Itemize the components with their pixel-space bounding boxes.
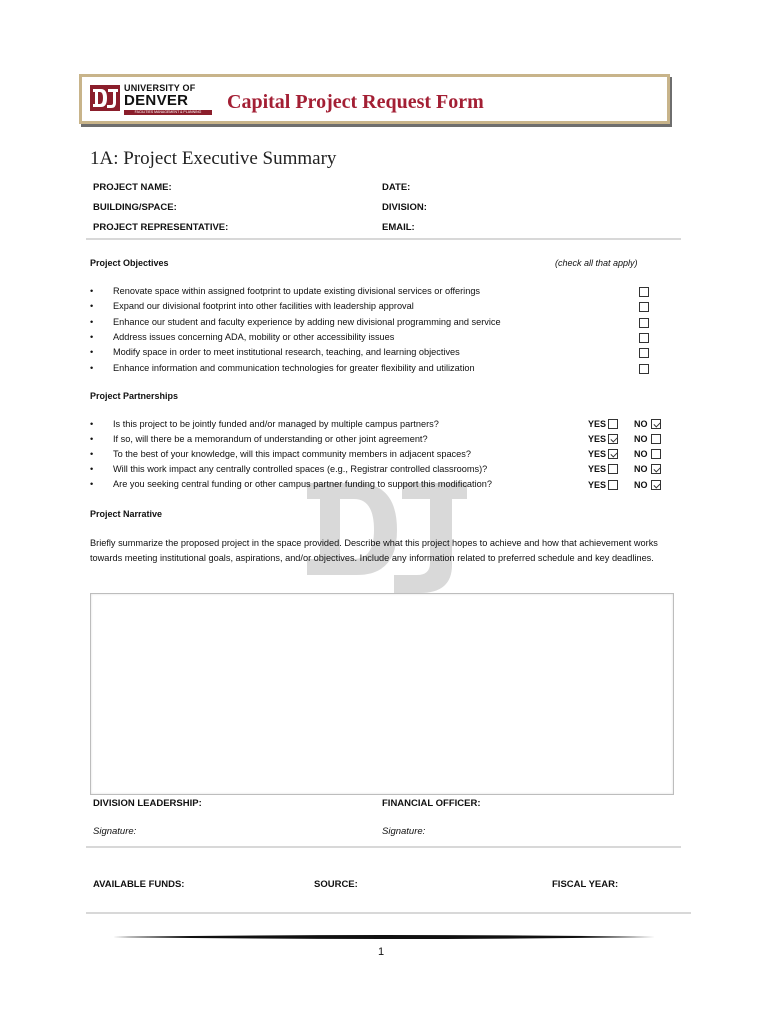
objective-checkbox[interactable] xyxy=(639,318,649,328)
check-all-hint: (check all that apply) xyxy=(555,258,638,268)
available-funds-label: AVAILABLE FUNDS: xyxy=(93,879,185,890)
form-title: Capital Project Request Form xyxy=(227,91,484,113)
no-label: NO xyxy=(634,480,648,490)
email-label: EMAIL: xyxy=(382,222,415,233)
narrative-heading: Project Narrative xyxy=(90,509,163,519)
objectives-heading: Project Objectives xyxy=(90,258,169,268)
narrative-instructions: Briefly summarize the proposed project in the space provided. Describe what this project hopes to achieve and how that achievement works towards meeting institutional goals, aspirations, and/or objectives. Include any information related to preferred schedule and key deadlines. xyxy=(90,538,658,563)
divider xyxy=(86,912,691,914)
partnerships-list: • Is this project to be jointly funded and/or managed by multiple campus partners? • If so, will there be a memorandum of understanding or other joint agreement? • To the best of your knowledge, will this impact community members in adjacent spaces? • Will this work impact any centrally controlled spaces (e.g., Registrar controlled classrooms)? • Are you seeking central funding or other campus partner funding to support this modification? xyxy=(90,419,492,489)
division-signature-field[interactable]: Signature: xyxy=(93,826,137,837)
page-number: 1 xyxy=(378,946,385,958)
no-label: NO xyxy=(634,464,648,474)
date-label: DATE: xyxy=(382,182,411,193)
objective-checkbox[interactable] xyxy=(639,287,649,297)
narrative-textbox[interactable] xyxy=(90,593,674,795)
logo-tagline: FACILITIES MANAGEMENT & PLANNING xyxy=(124,110,212,115)
no-checkbox[interactable] xyxy=(651,480,661,490)
objective-checkbox[interactable] xyxy=(639,364,649,374)
yes-label: YES xyxy=(588,480,607,490)
fiscal-year-label: FISCAL YEAR: xyxy=(552,879,619,890)
division-label: DIVISION: xyxy=(382,202,427,213)
yes-checkbox[interactable] xyxy=(608,419,618,429)
objective-checkbox[interactable] xyxy=(639,302,649,312)
no-checkbox[interactable] xyxy=(651,449,661,459)
section-title: 1A: Project Executive Summary xyxy=(90,148,337,169)
no-label: NO xyxy=(634,419,648,429)
division-leadership-label: DIVISION LEADERSHIP: xyxy=(93,798,202,809)
yes-checkbox[interactable] xyxy=(608,434,618,444)
divider xyxy=(86,238,681,240)
footer-rule xyxy=(113,933,655,941)
project-rep-label: PROJECT REPRESENTATIVE: xyxy=(93,222,229,233)
yes-checkbox[interactable] xyxy=(608,480,618,490)
yes-label: YES xyxy=(588,464,607,474)
du-logo-icon xyxy=(90,85,120,111)
financial-officer-label: FINANCIAL OFFICER: xyxy=(382,798,481,809)
logo-denver-text: DENVER xyxy=(124,92,189,109)
objectives-list: • Renovate space within assigned footprint to update existing divisional services or offerings • Expand our divisional footprint into other facilities with leadership approval • Enhance our student and faculty experience by adding new divisional programming and service • Address issues concerning ADA, mobility or other accessibility issues • Modify space in order to meet institutional research, teaching, and learning objectives • Enhance information and communication technologies for greater flexibility and utilization xyxy=(90,286,501,373)
no-checkbox[interactable] xyxy=(651,464,661,474)
no-label: NO xyxy=(634,434,648,444)
university-logo xyxy=(90,81,222,119)
yes-checkbox[interactable] xyxy=(608,464,618,474)
project-name-label: PROJECT NAME: xyxy=(93,182,172,193)
yes-checkbox[interactable] xyxy=(608,449,618,459)
divider xyxy=(86,846,681,848)
yes-label: YES xyxy=(588,449,607,459)
no-checkbox[interactable] xyxy=(651,419,661,429)
source-label: SOURCE: xyxy=(314,879,358,890)
yes-label: YES xyxy=(588,434,607,444)
no-checkbox[interactable] xyxy=(651,434,661,444)
building-space-label: BUILDING/SPACE: xyxy=(93,202,177,213)
financial-signature-field[interactable]: Signature: xyxy=(382,826,426,837)
yes-label: YES xyxy=(588,419,607,429)
form-header xyxy=(79,74,670,124)
objective-checkbox[interactable] xyxy=(639,348,649,358)
objective-checkbox[interactable] xyxy=(639,333,649,343)
logo-university-text: UNIVERSITY OF xyxy=(124,83,196,93)
no-label: NO xyxy=(634,449,648,459)
partnerships-heading: Project Partnerships xyxy=(90,391,179,401)
